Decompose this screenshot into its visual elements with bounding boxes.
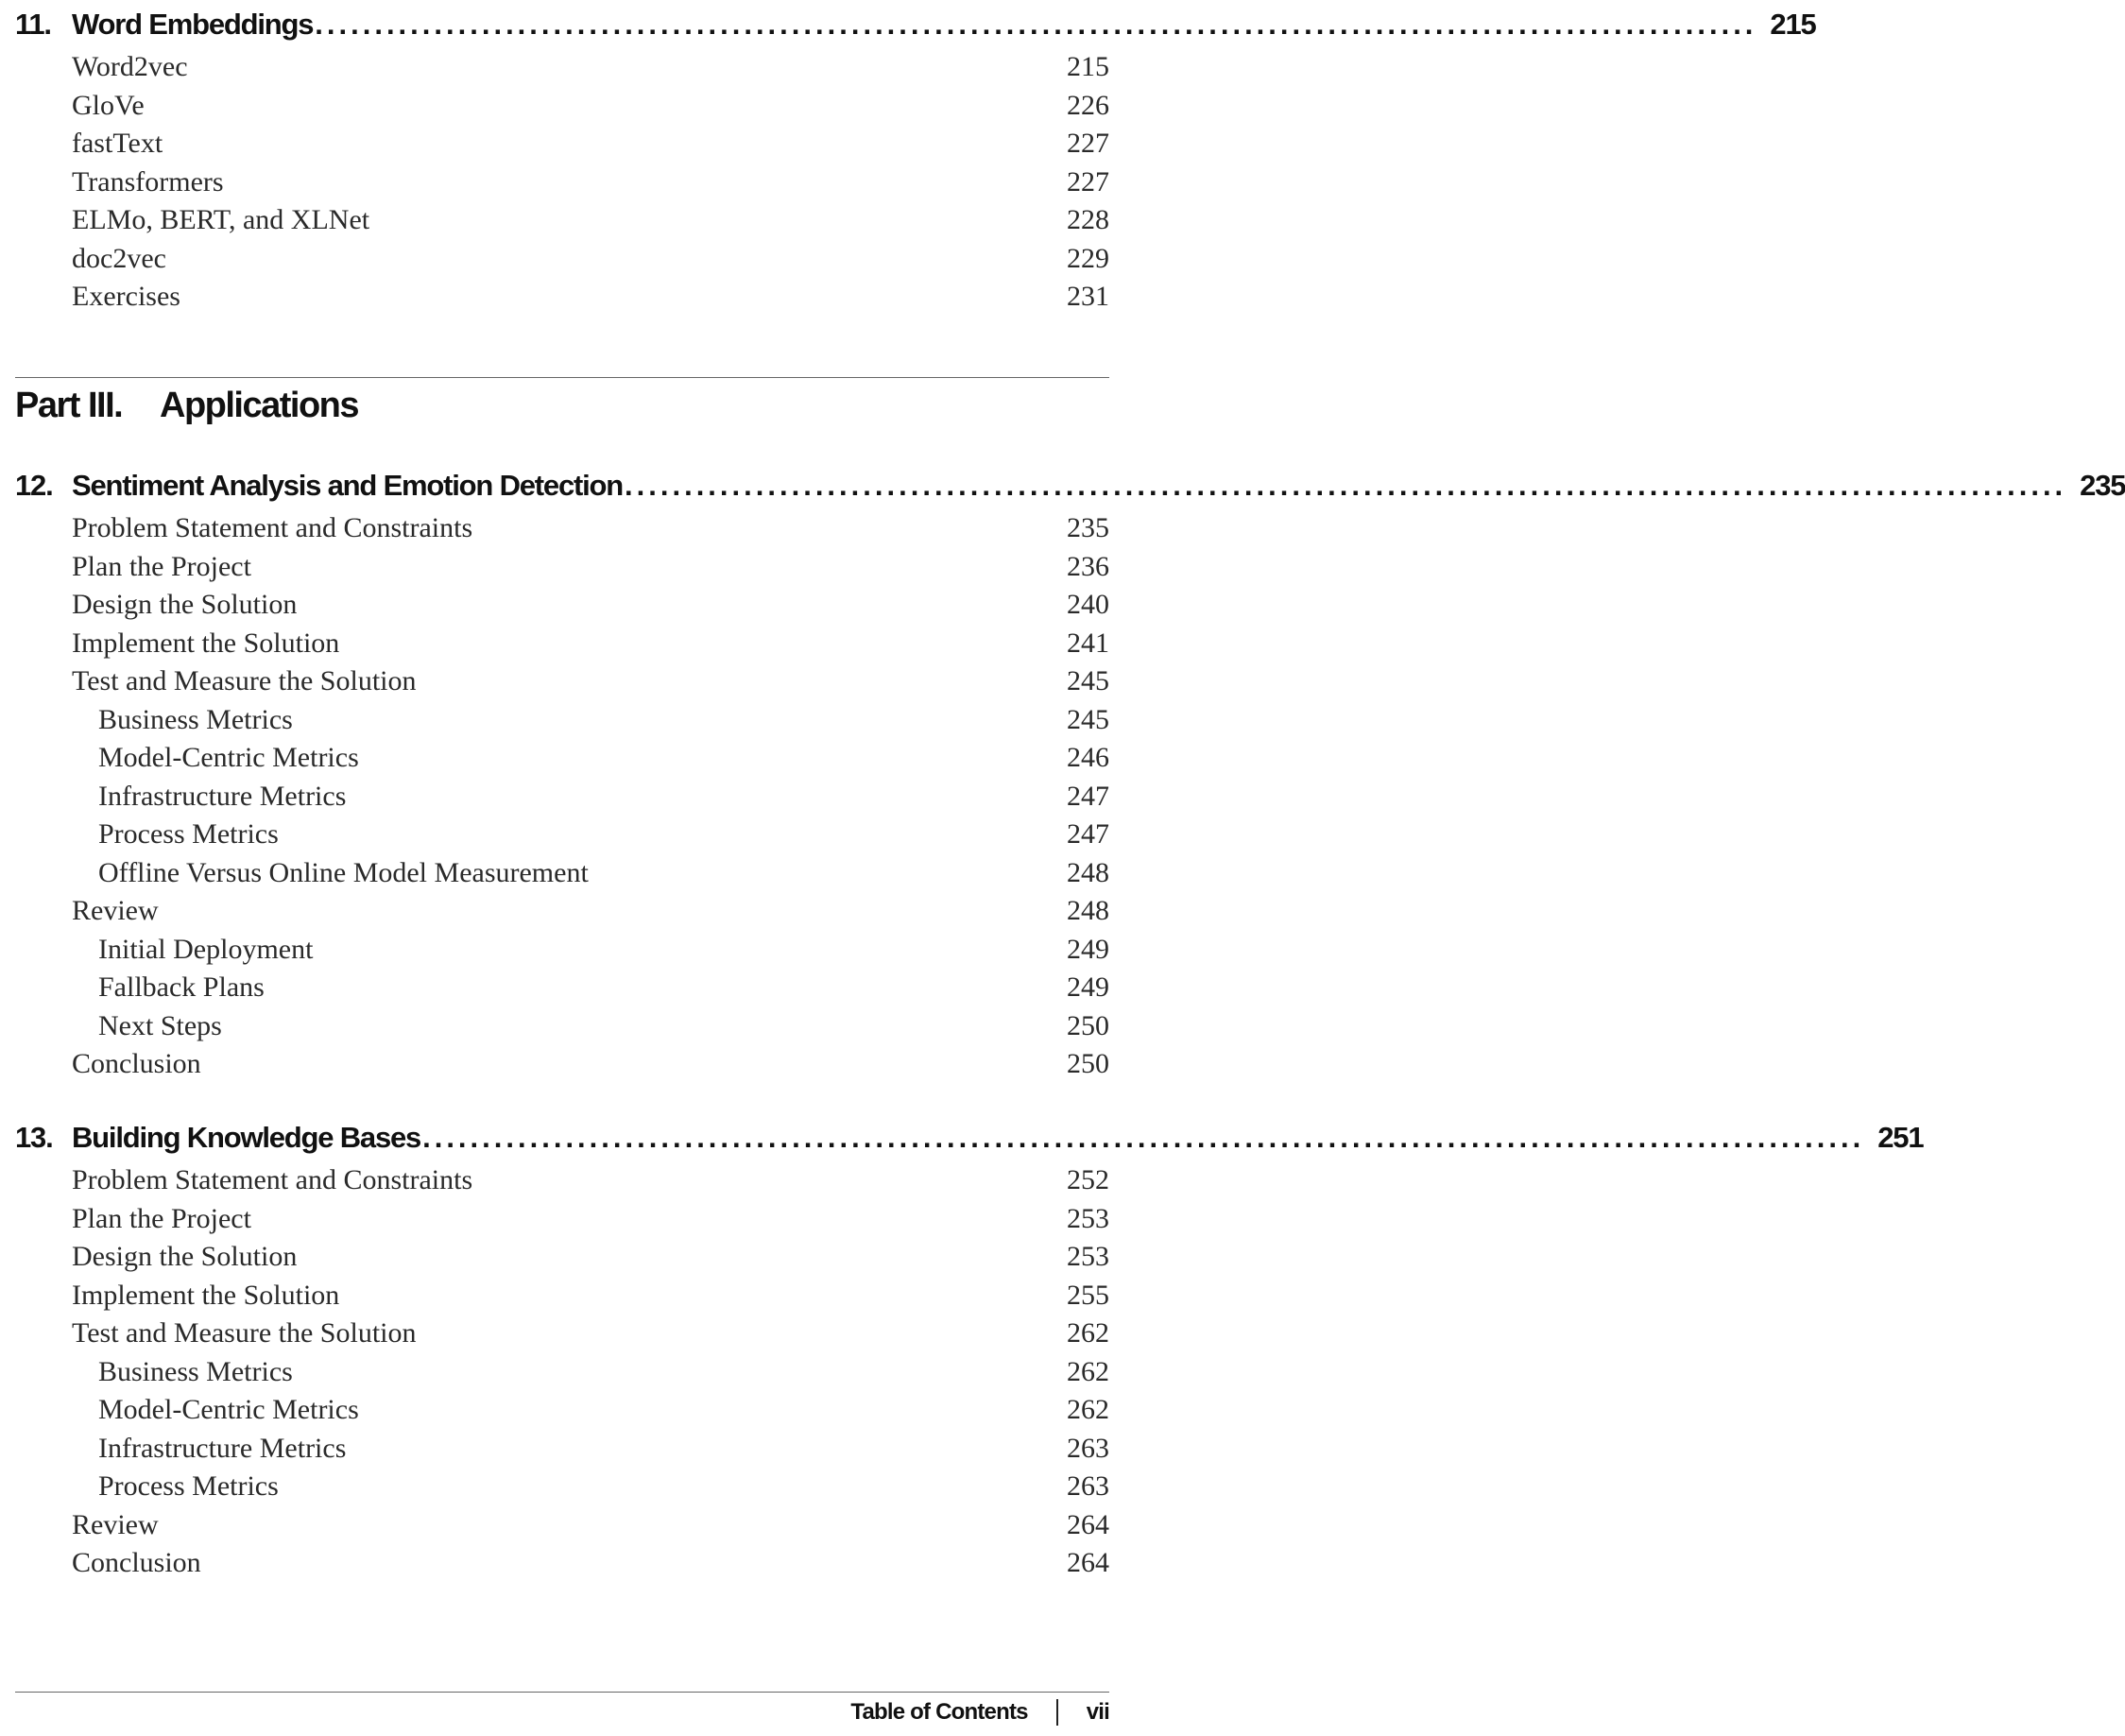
- toc-subsection-entry[interactable]: [15, 1394, 1109, 1433]
- footer-rule: [15, 1692, 1109, 1693]
- toc-section-entry[interactable]: [15, 166, 1109, 205]
- entry-page-number: 262: [1067, 1317, 1109, 1349]
- toc-section-entry[interactable]: [15, 665, 1109, 704]
- toc-section-entry[interactable]: [15, 90, 1109, 129]
- toc-section-entry[interactable]: [15, 1048, 1109, 1087]
- chapter-12: [15, 469, 2125, 1087]
- entry-page-number: 247: [1067, 818, 1109, 850]
- toc-section-entry[interactable]: [15, 1241, 1109, 1280]
- entry-title: Process Metrics: [98, 818, 279, 850]
- entry-title: Problem Statement and Constraints: [72, 1164, 473, 1195]
- entry-title: Next Steps: [98, 1009, 222, 1041]
- footer-separator: [1056, 1699, 1058, 1726]
- entry-page-number: 231: [1067, 281, 1109, 312]
- chapter-page-number: 251: [1877, 1121, 1924, 1154]
- entry-title: Test and Measure the Solution: [72, 1317, 417, 1349]
- section-list: [15, 1164, 1109, 1586]
- entry-title: Conclusion: [72, 1547, 201, 1578]
- chapter-number: 12.: [15, 469, 53, 502]
- entry-page-number: 253: [1067, 1241, 1109, 1272]
- chapter-title: Building Knowledge Bases: [72, 1121, 421, 1154]
- toc-section-entry[interactable]: [15, 895, 1109, 934]
- toc-subsection-entry[interactable]: [15, 934, 1109, 972]
- entry-page-number: 215: [1067, 51, 1109, 82]
- toc-subsection-entry[interactable]: [15, 971, 1109, 1010]
- chapter-page-number: 235: [2080, 469, 2125, 502]
- section-list: [15, 512, 1109, 1087]
- entry-title: Review: [72, 1508, 159, 1540]
- entry-page-number: 253: [1067, 1202, 1109, 1234]
- entry-title: Review: [72, 895, 159, 926]
- entry-title: Infrastructure Metrics: [98, 780, 347, 812]
- entry-page-number: 227: [1067, 165, 1109, 198]
- entry-page-number: 235: [1067, 512, 1109, 543]
- chapter-11: [15, 8, 1816, 319]
- dot-leader: .........................................................................................................................: [625, 469, 2067, 502]
- entry-page-number: 255: [1067, 1279, 1109, 1311]
- entry-title: Business Metrics: [98, 703, 293, 735]
- toc-section-entry[interactable]: [15, 1280, 1109, 1318]
- part-label: Part III.: [15, 386, 123, 425]
- entry-title: Process Metrics: [98, 1470, 279, 1502]
- entry-page-number: 240: [1067, 589, 1109, 620]
- entry-title: Exercises: [72, 281, 180, 312]
- entry-page-number: 241: [1067, 627, 1109, 659]
- entry-title: Plan the Project: [72, 1202, 251, 1234]
- toc-subsection-entry[interactable]: [15, 742, 1109, 781]
- chapter-page-number: 215: [1770, 8, 1816, 41]
- toc-section-entry[interactable]: [15, 1317, 1109, 1356]
- toc-section-entry[interactable]: [15, 243, 1109, 282]
- entry-page-number: 263: [1067, 1470, 1109, 1502]
- toc-section-entry[interactable]: [15, 512, 1109, 551]
- entry-page-number: 263: [1067, 1432, 1109, 1464]
- toc-section-entry[interactable]: [15, 589, 1109, 627]
- dot-leader: .........................................................................................................................: [315, 8, 1757, 41]
- chapter-heading[interactable]: [15, 1121, 1924, 1164]
- toc-section-entry[interactable]: [15, 1509, 1109, 1548]
- entry-title: Conclusion: [72, 1048, 201, 1079]
- entry-page-number: 247: [1067, 780, 1109, 812]
- entry-title: Implement the Solution: [72, 627, 340, 659]
- entry-title: ELMo, BERT, and XLNet: [72, 204, 370, 235]
- entry-page-number: 248: [1067, 895, 1109, 926]
- part-heading: [15, 386, 358, 426]
- entry-page-number: 250: [1067, 1009, 1109, 1041]
- entry-page-number: 246: [1067, 742, 1109, 773]
- chapter-heading[interactable]: [15, 469, 2125, 512]
- toc-section-entry[interactable]: [15, 128, 1109, 166]
- toc-section-entry[interactable]: [15, 1547, 1109, 1586]
- toc-subsection-entry[interactable]: [15, 857, 1109, 896]
- entry-title: Model-Centric Metrics: [98, 1394, 359, 1425]
- entry-page-number: 245: [1067, 665, 1109, 696]
- part-title: Applications: [160, 386, 359, 425]
- entry-page-number: 227: [1067, 128, 1109, 159]
- entry-title: Infrastructure Metrics: [98, 1432, 347, 1464]
- entry-title: Fallback Plans: [98, 971, 265, 1003]
- entry-title: Design the Solution: [72, 589, 298, 620]
- toc-subsection-entry[interactable]: [15, 1433, 1109, 1471]
- entry-title: Implement the Solution: [72, 1279, 340, 1311]
- entry-page-number: 228: [1067, 204, 1109, 235]
- entry-page-number: 248: [1067, 856, 1109, 888]
- toc-subsection-entry[interactable]: [15, 1010, 1109, 1049]
- toc-subsection-entry[interactable]: [15, 818, 1109, 857]
- page-footer: [850, 1699, 1109, 1726]
- toc-subsection-entry[interactable]: [15, 781, 1109, 819]
- chapter-number: 13.: [15, 1121, 53, 1154]
- entry-title: Test and Measure the Solution: [72, 665, 417, 696]
- entry-page-number: 229: [1067, 242, 1109, 274]
- entry-title: Initial Deployment: [98, 933, 314, 965]
- toc-section-entry[interactable]: [15, 551, 1109, 590]
- entry-title: Word2vec: [72, 51, 188, 82]
- chapter-heading[interactable]: [15, 8, 1816, 51]
- toc-section-entry[interactable]: [15, 1203, 1109, 1242]
- toc-section-entry[interactable]: [15, 1164, 1109, 1203]
- chapter-title: Sentiment Analysis and Emotion Detection: [72, 469, 624, 502]
- section-list: [15, 51, 1109, 319]
- entry-page-number: 226: [1067, 89, 1109, 121]
- chapter-number: 11.: [15, 8, 51, 41]
- chapter-title: Word Embeddings: [72, 8, 314, 41]
- entry-title: Business Metrics: [98, 1355, 293, 1387]
- dot-leader: .........................................................................................................................: [422, 1121, 1865, 1154]
- entry-title: Plan the Project: [72, 550, 251, 582]
- toc-section-entry[interactable]: [15, 51, 1109, 90]
- entry-title: fastText: [72, 128, 163, 159]
- entry-page-number: 245: [1067, 703, 1109, 735]
- part-divider-rule: [15, 377, 1109, 378]
- entry-page-number: 249: [1067, 971, 1109, 1003]
- entry-page-number: 264: [1067, 1508, 1109, 1540]
- toc-subsection-entry[interactable]: [15, 1470, 1109, 1509]
- toc-section-entry[interactable]: [15, 627, 1109, 666]
- entry-title: Transformers: [72, 165, 224, 198]
- entry-page-number: 236: [1067, 550, 1109, 582]
- entry-title: Model-Centric Metrics: [98, 742, 359, 773]
- entry-title: Design the Solution: [72, 1241, 298, 1272]
- entry-page-number: 249: [1067, 933, 1109, 965]
- toc-section-entry[interactable]: [15, 204, 1109, 243]
- toc-section-entry[interactable]: [15, 281, 1109, 319]
- footer-page-number: vii: [1086, 1699, 1109, 1725]
- toc-subsection-entry[interactable]: [15, 704, 1109, 743]
- entry-page-number: 262: [1067, 1394, 1109, 1425]
- entry-title: doc2vec: [72, 242, 166, 274]
- entry-title: Offline Versus Online Model Measurement: [98, 856, 589, 888]
- entry-title: Problem Statement and Constraints: [72, 512, 473, 543]
- entry-page-number: 262: [1067, 1355, 1109, 1387]
- footer-section-title: Table of Contents: [850, 1699, 1028, 1725]
- chapter-13: [15, 1121, 1924, 1586]
- toc-subsection-entry[interactable]: [15, 1356, 1109, 1395]
- entry-page-number: 252: [1067, 1164, 1109, 1195]
- entry-title: GloVe: [72, 89, 145, 121]
- entry-page-number: 264: [1067, 1547, 1109, 1578]
- entry-page-number: 250: [1067, 1048, 1109, 1079]
